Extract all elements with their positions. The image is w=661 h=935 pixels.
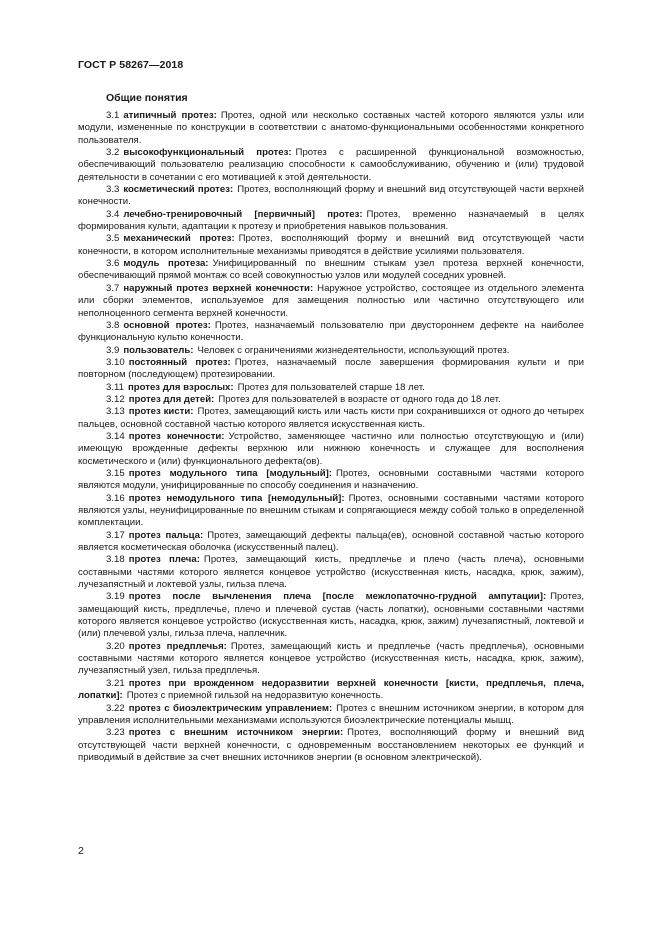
entry-text: Протез, замещающий кисть или часть кисти при сохранившихся от одного до четырех пальцев, основной составной частью которого является искусственная кисть. bbox=[78, 406, 584, 430]
entry-term: протез пальца: bbox=[128, 529, 204, 541]
entry-term: протез с внешним источником энергии: bbox=[128, 727, 344, 739]
entry-text: Протез, назначаемый пользователю при двустороннем дефекте на наиболее функциональную культю конечности. bbox=[78, 319, 584, 344]
entry-text: Протез, одной или несколько составных частей которого являются узлы или модули, измененные по конструкции в соответствии с анатомо-функциональными особенностями конкретного пользователя. bbox=[78, 110, 584, 146]
entry-text: Человек с ограничениями жизнедеятельности, использующий протез. bbox=[197, 344, 510, 356]
entry-text: Протез, восполняющий форму и внешний вид отсутствующей части верхней конечности. bbox=[78, 184, 584, 208]
definition-entry bbox=[78, 258, 584, 283]
entry-text: Унифицированный по внешним стыкам узел протеза верхней конечности, обеспечивающий прямой монтаж со всей совокупностью узлов или модулей соседних уровней. bbox=[78, 258, 585, 282]
definition-entry bbox=[78, 641, 584, 678]
page-number: 2 bbox=[78, 845, 84, 857]
entry-text: Наружное устройство, состоящее из отдельного элемента или сборки элементов, используемое для замещения полностью или частично отсутствующего или неполноценного сегмента верхней конечности. bbox=[78, 282, 584, 319]
entry-text: Протез, временно назначаемый в целях формирования культи, адаптации к протезу и приобретения навыков пользования. bbox=[78, 208, 584, 233]
entry-term: протез для взрослых: bbox=[127, 381, 234, 393]
entry-term: протез при врожденном недоразвитии верхней конечности [кисти, предплечья, плеча, лопатки]: bbox=[78, 677, 584, 702]
entry-number: 3.14 bbox=[106, 430, 125, 442]
definition-entry bbox=[78, 678, 584, 703]
definition-entry bbox=[78, 357, 584, 382]
section-title: Общие понятия bbox=[106, 92, 188, 104]
entry-term: атипичный протез: bbox=[123, 110, 217, 121]
entry-text: Протез, замещающий кисть, предплечье и плечо (часть плеча), основными составными частями которого является концевое устройство (искусственная кисть, насадка, крюк, зажим), лучезапястный и локтевой узлы, гильза плеча. bbox=[78, 554, 584, 591]
definition-entry bbox=[78, 283, 584, 320]
entry-term: протез плеча: bbox=[128, 554, 200, 566]
entry-text: Протез, замещающий дефекты пальца(ев), основной составной частью которого является косметическая оболочка (искусственный палец). bbox=[78, 529, 585, 554]
definition-entry bbox=[78, 406, 584, 431]
entry-text: Устройство, заменяющее частично или полностью отсутствующую и (или) имеющую врожденные дефекты верхнюю или нижнюю конечность и служащее для восполнения косметического и (или) функционального дефекта(ов). bbox=[78, 430, 584, 467]
definition-entry bbox=[78, 345, 584, 357]
entry-text: Протез для пользователей в возрасте от одного года до 18 лет. bbox=[218, 393, 501, 405]
entry-term: протез кисти: bbox=[128, 406, 194, 418]
entry-number: 3.19 bbox=[106, 591, 125, 603]
entry-number: 3.5 bbox=[106, 233, 120, 245]
definition-entry bbox=[78, 530, 584, 555]
entry-number: 3.23 bbox=[106, 727, 125, 739]
definition-entry bbox=[78, 184, 584, 209]
entry-term: высокофункциональный протез: bbox=[123, 147, 292, 159]
entry-number: 3.22 bbox=[106, 702, 125, 714]
entry-text: Протез, замещающий кисть и предплечье (часть предплечья), основными составными частями которого является концевое устройство (искусственная кисть, насадка, крюк, зажим), лучезапястный узел, гильза предплечья. bbox=[78, 640, 584, 677]
definition-entry bbox=[78, 591, 584, 640]
entry-number: 3.4 bbox=[106, 208, 120, 220]
entry-number: 3.11 bbox=[106, 381, 124, 393]
entry-number: 3.8 bbox=[106, 319, 120, 331]
entry-number: 3.15 bbox=[106, 467, 125, 479]
entry-number: 3.2 bbox=[106, 147, 120, 159]
definition-entry bbox=[78, 147, 584, 184]
standard-header: ГОСТ Р 58267—2018 bbox=[78, 59, 184, 71]
entry-term: косметический протез: bbox=[123, 184, 234, 196]
definition-entry bbox=[78, 394, 584, 406]
definition-entry bbox=[78, 320, 584, 345]
definitions-list bbox=[78, 110, 584, 764]
definition-entry bbox=[78, 727, 584, 764]
entry-number: 3.20 bbox=[106, 640, 125, 652]
entry-term: протез с биоэлектрическим управлением: bbox=[128, 702, 333, 714]
entry-number: 3.9 bbox=[106, 344, 120, 356]
entry-term: протез немодульного типа [немодульный]: bbox=[128, 492, 345, 504]
entry-term: протез для детей: bbox=[128, 393, 215, 405]
definition-entry bbox=[78, 493, 584, 530]
entry-number: 3.10 bbox=[106, 356, 125, 368]
entry-text: Протез, замещающий кисть, предплечье, плечо и плечевой сустав (часть лопатки), основными составными частями которого является концевое устройство (искусственная кисть, насадка, крюк, зажим) лучезапястный, локтевой и (или) плечевой узлы, гильза плеча, наплечник. bbox=[78, 591, 584, 640]
entry-term: протез модульного типа [модульный]: bbox=[128, 467, 332, 479]
entry-text: Протез с расширенной функциональной возможностью, обеспечивающий пользователю реализацию способности к самообслуживанию, обучению и (или) трудовой деятельности в сочетании с его мотивацией к этой деятельности. bbox=[78, 147, 584, 183]
definition-entry bbox=[78, 209, 584, 234]
definition-entry bbox=[78, 554, 584, 591]
entry-term: постоянный протез: bbox=[128, 356, 231, 368]
entry-number: 3.16 bbox=[106, 492, 125, 504]
definition-entry bbox=[78, 110, 584, 147]
entry-text: Протез, основными составными частями которого являются модули, унифицированные по способу соединения и назначению. bbox=[78, 467, 584, 492]
definition-entry bbox=[78, 233, 584, 258]
entry-number: 3.6 bbox=[106, 258, 120, 270]
definition-entry bbox=[78, 703, 584, 728]
definition-entry bbox=[78, 382, 584, 394]
entry-text: Протез, восполняющий форму и внешний вид отсутствующей части конечности, в котором исполнительные механизмы приводятся в действие усилиями пользователя. bbox=[78, 233, 584, 257]
entry-term: наружный протез верхней конечности: bbox=[123, 282, 314, 294]
definition-entry bbox=[78, 431, 584, 468]
entry-text: Протез с внешним источником энергии, в котором для управления исполнительными механизмами используются биоэлектрические потенциалы мышц. bbox=[78, 702, 585, 726]
entry-term: лечебно-тренировочный [первичный] протез: bbox=[123, 208, 363, 220]
entry-term: протез предплечья: bbox=[128, 640, 227, 652]
definition-entry bbox=[78, 468, 584, 493]
entry-term: протез после вычленения плеча [после межлопаточно-грудной ампутации]: bbox=[128, 591, 547, 603]
entry-text: Протез, назначаемый после завершения формирования культи и при повторном (последующем) протезировании. bbox=[78, 356, 584, 381]
entry-number: 3.13 bbox=[106, 406, 125, 418]
entry-number: 3.3 bbox=[106, 184, 120, 196]
entry-term: механический протез: bbox=[123, 233, 235, 245]
entry-number: 3.17 bbox=[106, 529, 125, 541]
entry-text: Протез для пользователей старше 18 лет. bbox=[237, 381, 425, 393]
entry-term: основной протез: bbox=[123, 319, 211, 331]
entry-text: Протез, основными составными частями которого являются узлы, неунифицированные по внешним стыкам и сопрягающиеся между собой только в определенной комплектации. bbox=[78, 492, 584, 529]
entry-number: 3.18 bbox=[106, 554, 125, 566]
entry-text: Протез с приемной гильзой на недоразвитую конечность. bbox=[126, 690, 384, 702]
entry-text: Протез, восполняющий форму и внешний вид отсутствующей части верхней конечности, с одновременным восстановлением некоторых ее функций и приводимый в действие за счет внешних источников энергии (в основном электрической). bbox=[78, 727, 584, 763]
entry-term: модуль протеза: bbox=[123, 258, 209, 270]
entry-term: пользователь: bbox=[123, 344, 194, 356]
entry-term: протез конечности: bbox=[128, 430, 225, 442]
entry-number: 3.1 bbox=[106, 110, 120, 121]
entry-number: 3.12 bbox=[106, 393, 125, 405]
entry-number: 3.7 bbox=[106, 282, 120, 294]
entry-number: 3.21 bbox=[106, 677, 125, 689]
